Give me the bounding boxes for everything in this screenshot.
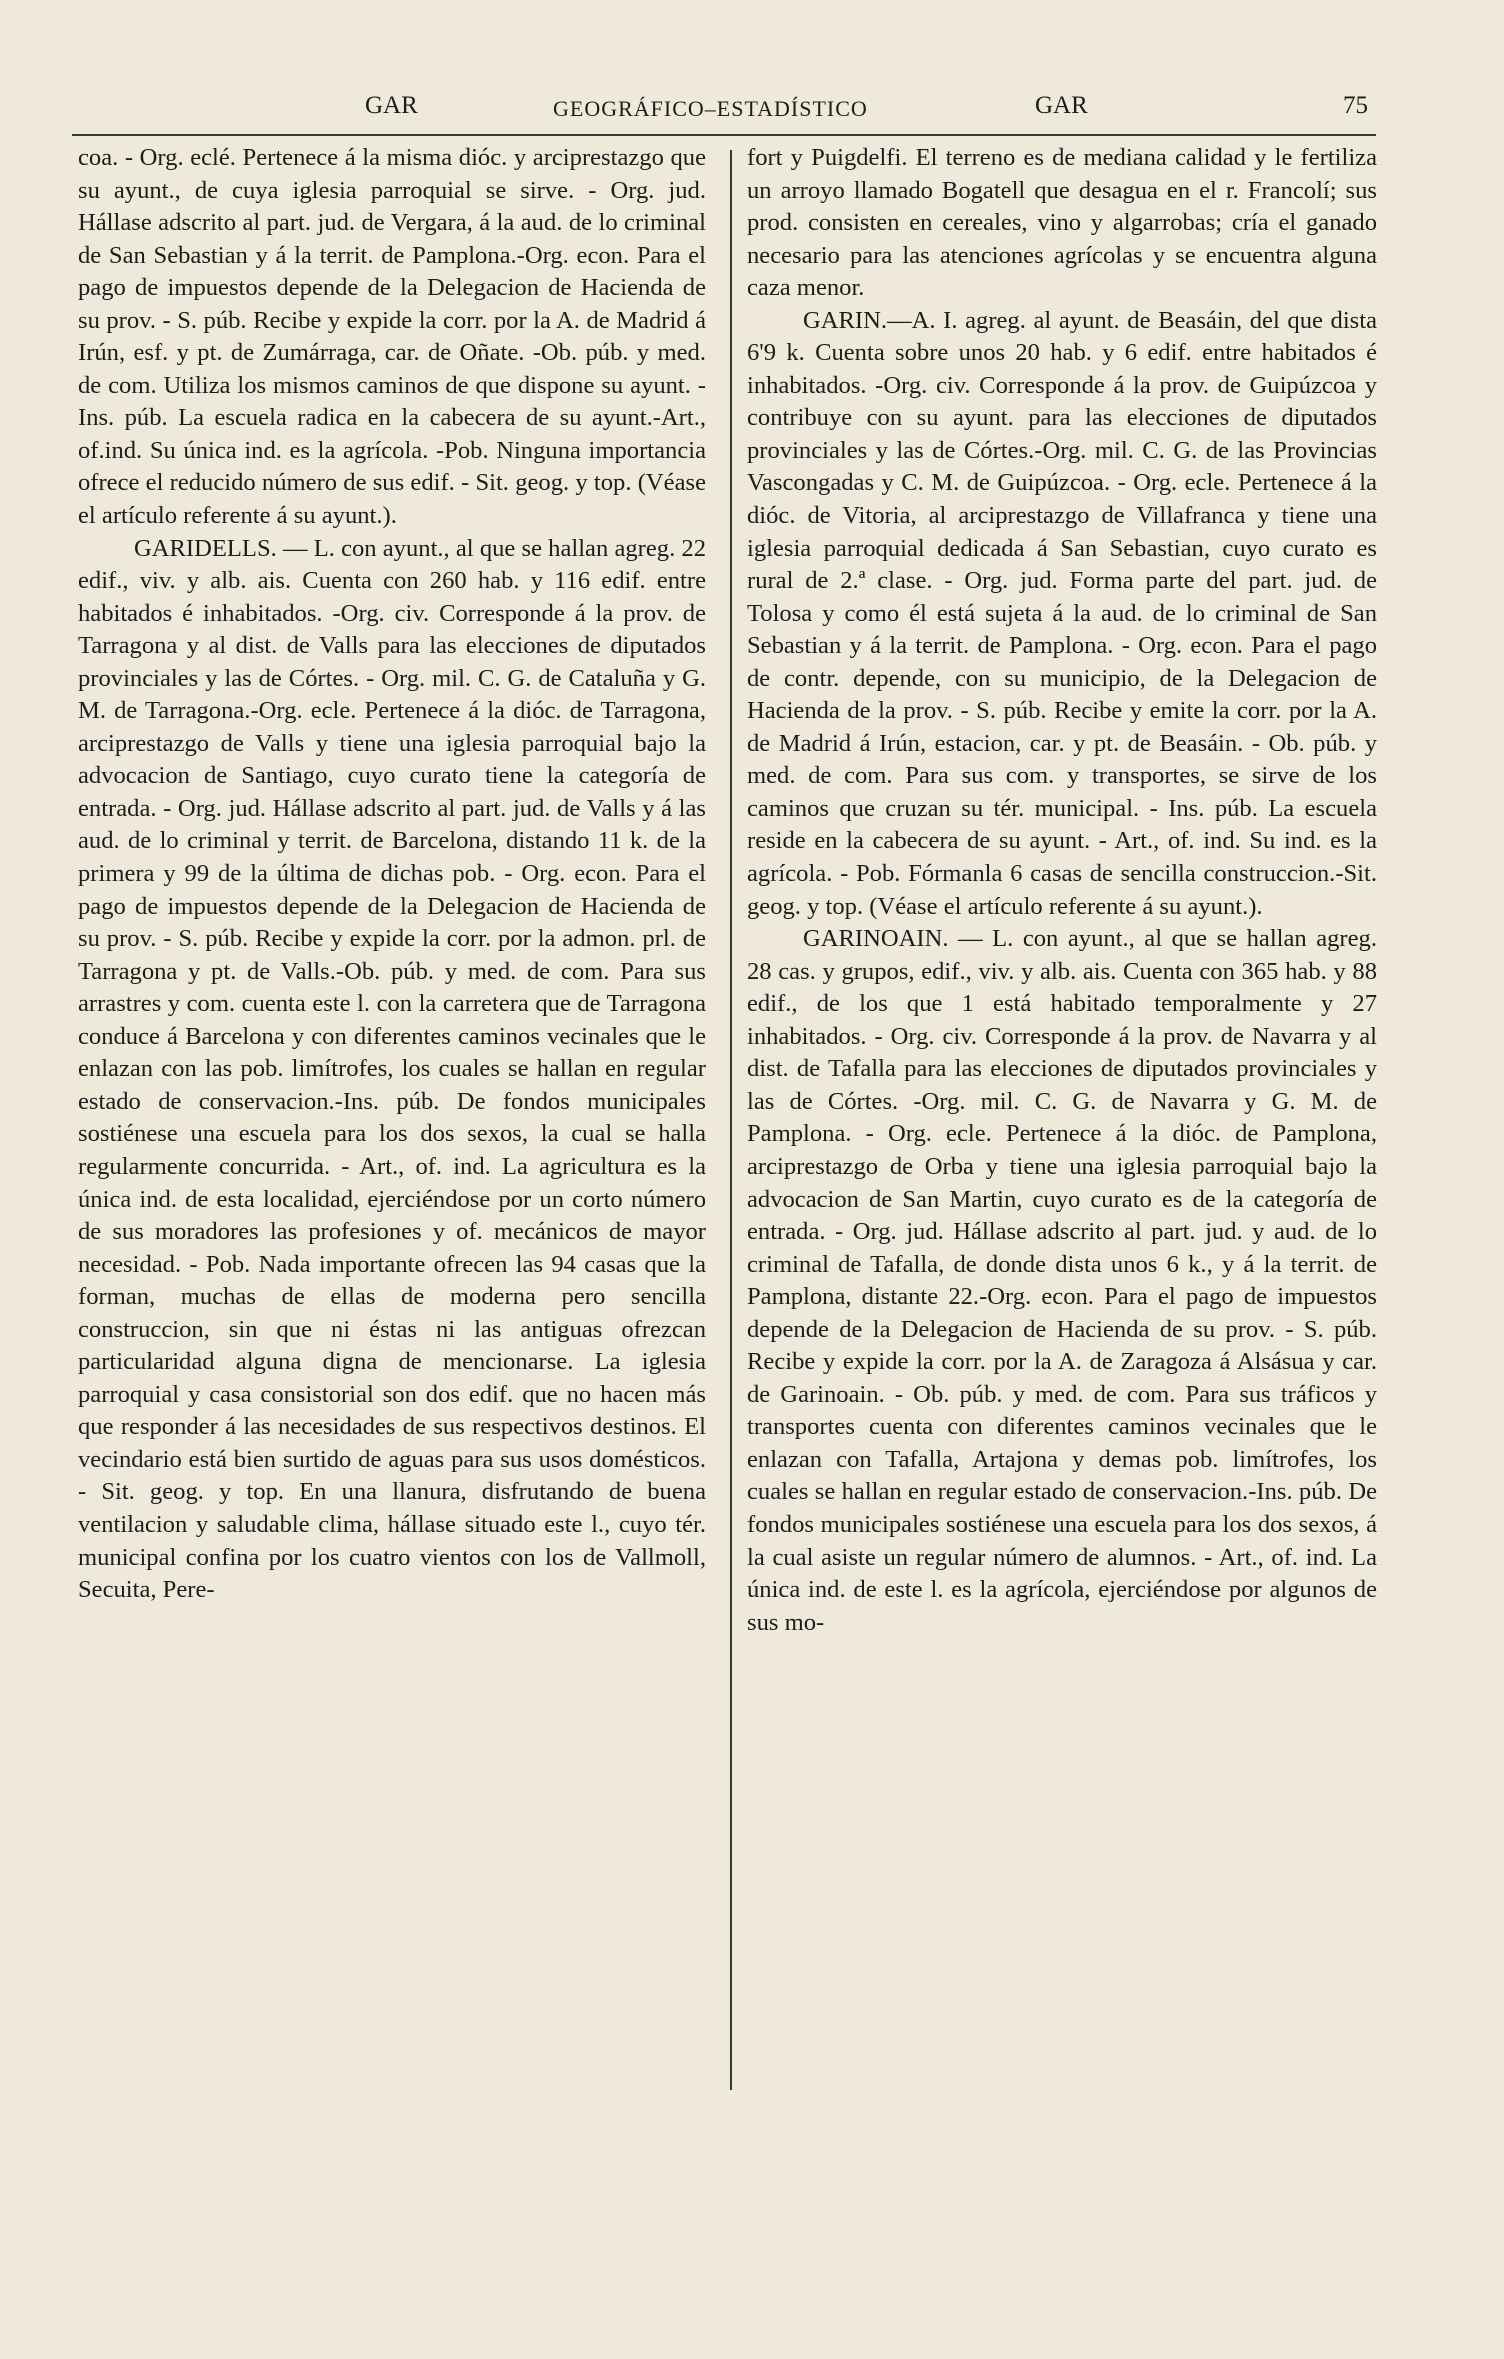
header-right-guideword: GAR — [1035, 92, 1088, 119]
entry-continuation: coa. - Org. eclé. Pertenece á la misma dióc. y arciprestazgo que su ayunt., de cuya iglesia parroquial se sirve. - Org. jud. Hállase adscrito al part. jud. de Vergara, á la aud. de lo criminal de San Sebastian y á la territ. de Pamplona.-Org. econ. Para el pago de impuestos depende de la Delegacion de Hacienda de su prov. - S. púb. Recibe y expide la corr. por la A. de Madrid á Irún, esf. y pt. de Zumárraga, car. de Oñate. -Ob. púb. y med. de com. Utiliza los mismos caminos de que dispone su ayunt. - Ins. púb. La escuela radica en la cabecera de su ayunt.-Art., of.ind. Su única ind. es la agrícola. -Pob. Ninguna importancia ofrece el reducido número de sus edif. - Sit. geog. y top. (Véase el artículo referente á su ayunt.). — [78, 144, 706, 530]
page-number: 75 — [1343, 92, 1368, 119]
entry-garin: GARIN.—A. I. agreg. al ayunt. de Beasáin, del que dista 6'9 k. Cuenta sobre unos 20 hab. y 6 edif. entre habitados é inhabitados. -Org. civ. Corresponde á la prov. de Guipúzcoa y contribuye con su ayunt. para las elecciones de diputados provinciales y las de Córtes.-Org. mil. C. G. de las Provincias Vascongadas y C. M. de Guipúzcoa. - Org. ecle. Pertenece á la dióc. de Vitoria, al arciprestazgo de Villafranca y tiene una iglesia parroquial dedicada á San Sebastian, cuyo curato es rural de 2.ª clase. - Org. jud. Forma parte del part. jud. de Tolosa y como él está sujeta á la aud. de lo criminal de San Sebastian y á la territ. de Pamplona. - Org. econ. Para el pago de contr. depende, con su municipio, de la Delegacion de Hacienda de la prov. - S. púb. Recibe y emite la corr. por la A. de Madrid á Irún, estacion, car. y pt. de Beasáin. - Ob. púb. y med. de com. Para sus com. y transportes, se sirve de los caminos que cruzan su tér. municipal. - Ins. púb. La escuela reside en la cabecera de su ayunt. - Art., of. ind. Su ind. es la agrícola. - Pob. Fórmanla 6 casas de sencilla construccion.-Sit. geog. y top. (Véase el artículo referente á su ayunt.). — [747, 306, 1377, 920]
right-column — [747, 142, 1377, 1639]
header-title: GEOGRÁFICO–ESTADÍSTICO — [553, 96, 868, 121]
left-column — [78, 142, 706, 1607]
header-rule — [72, 134, 1376, 136]
entry-continuation-right: fort y Puigdelfi. El terreno es de mediana calidad y le fertiliza un arroyo llamado Bogatell que desagua en el r. Francolí; sus prod. consisten en cereales, vino y algarrobas; cría el ganado necesario para las atenciones agrícolas y se encuentra alguna caza menor. — [747, 144, 1377, 302]
header-left-guideword: GAR — [365, 92, 418, 119]
entry-garinoain: GARINOAIN. — L. con ayunt., al que se hallan agreg. 28 cas. y grupos, edif., viv. y alb. ais. Cuenta con 365 hab. y 88 edif., de los que 1 está habitado temporalmente y 27 inhabitados. - Org. civ. Corresponde á la prov. de Navarra y al dist. de Tafalla para las elecciones de diputados provinciales y las de Córtes. -Org. mil. C. G. de Navarra y G. M. de Pamplona. - Org. ecle. Pertenece á la dióc. de Pamplona, arciprestazgo de Orba y tiene una iglesia parroquial bajo la advocacion de San Martin, cuyo curato es de la categoría de entrada. - Org. jud. Hállase adscrito al part. jud. y aud. de lo criminal de Tafalla, de donde dista unos 6 k., y á la territ. de Pamplona, distante 22.-Org. econ. Para el pago de impuestos depende de la Delegacion de Hacienda de su prov. - S. púb. Recibe y expide la corr. por la A. de Zaragoza á Alsásua y car. de Garinoain. - Ob. púb. y med. de com. Para sus tráficos y transportes cuenta con diferentes caminos vecinales que le enlazan con Tafalla, Artajona y demas pob. limítrofes, los cuales se hallan en regular estado de conservacion.-Ins. púb. De fondos municipales sostiénese una escuela para los dos sexos, á la cual asiste un regular número de alumnos. - Art., of. ind. La única ind. de este l. es la agrícola, ejerciéndose por algunos de sus mo- — [747, 925, 1377, 1636]
running-header — [75, 92, 1375, 132]
column-divider — [730, 150, 732, 2090]
entry-garidells: GARIDELLS. — L. con ayunt., al que se hallan agreg. 22 edif., viv. y alb. ais. Cuenta con 260 hab. y 116 edif. entre habitados é inhabitados. -Org. civ. Corresponde á la prov. de Tarragona y al dist. de Valls para las elecciones de diputados provinciales y las de Córtes. - Org. mil. C. G. de Cataluña y G. M. de Tarragona.-Org. ecle. Pertenece á la dióc. de Tarragona, arciprestazgo de Valls y tiene una iglesia parroquial bajo la advocacion de Santiago, cuyo curato tiene la categoría de entrada. - Org. jud. Hállase adscrito al part. jud. de Valls y á las aud. de lo criminal y territ. de Barcelona, distando 11 k. de la primera y 99 de la última de dichas pob. - Org. econ. Para el pago de impuestos depende de la Delegacion de Hacienda de su prov. - S. púb. Recibe y expide la corr. por la admon. prl. de Tarragona y pt. de Valls.-Ob. púb. y med. de com. Para sus arrastres y com. cuenta este l. con la carretera que de Tarragona conduce á Barcelona y con diferentes caminos vecinales que le enlazan con las pob. limítrofes, los cuales se hallan en regular estado de conservacion.-Ins. púb. De fondos municipales sostiénese una escuela para los dos sexos, la cual se halla regularmente concurrida. - Art., of. ind. La agricultura es la única ind. de esta localidad, ejerciéndose por un corto número de sus moradores las profesiones y of. mecánicos de mayor necesidad. - Pob. Nada importante ofrecen las 94 casas que la forman, muchas de ellas de moderna pero sencilla construccion, sin que ni éstas ni las antiguas ofrezcan particularidad alguna digna de mencionarse. La iglesia parroquial y casa consistorial son dos edif. que no hacen más que responder á las necesidades de sus respectivos destinos. El vecindario está bien surtido de aguas para sus usos domésticos. - Sit. geog. y top. En una llanura, disfrutando de buena ventilacion y saludable clima, hállase situado este l., cuyo tér. municipal confina por los cuatro vientos con los de Vallmoll, Secuita, Pere- — [78, 534, 706, 1604]
